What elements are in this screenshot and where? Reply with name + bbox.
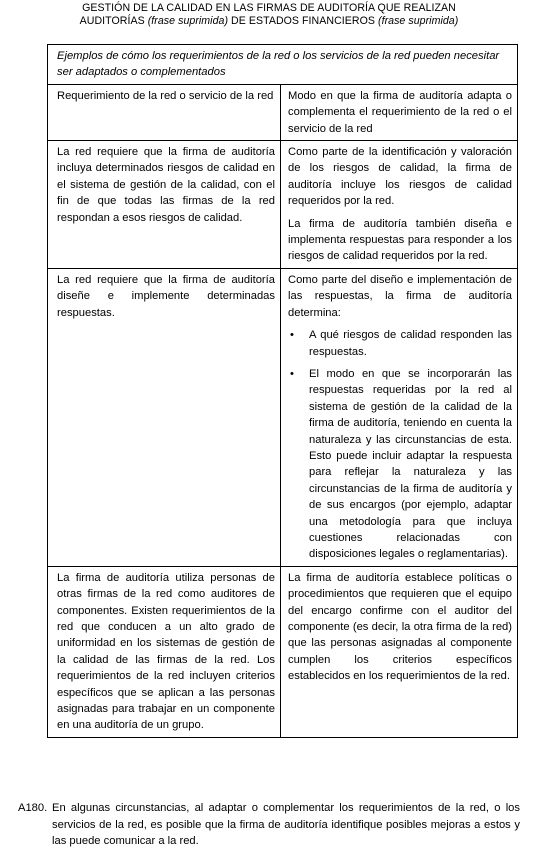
adaptation-bullet-list bbox=[288, 327, 512, 563]
paragraph-a180 bbox=[18, 800, 520, 850]
requirement-cell bbox=[48, 268, 281, 566]
table-header-row bbox=[48, 84, 518, 140]
table-row bbox=[48, 566, 518, 737]
requirement-text: La red requiere que la firma de auditoría incluya determinados riesgos de calidad en el sistema de gestión de la calidad, con el fin de que todas las firmas de la red respondan a esos riesgos de calidad. bbox=[57, 146, 275, 224]
requirement-cell bbox=[48, 566, 281, 737]
network-requirements-table bbox=[47, 44, 518, 738]
header-line-2 bbox=[0, 15, 538, 28]
requirement-cell bbox=[48, 141, 281, 269]
requirement-text: La red requiere que la firma de auditoría diseñe e implemente determinadas respuestas. bbox=[57, 273, 275, 319]
paragraph-number: A180. bbox=[18, 802, 48, 814]
table-caption: Ejemplos de cómo los requerimientos de la red o los servicios de la red pueden necesitar ser adaptados o complementados bbox=[48, 45, 518, 85]
table-row bbox=[48, 141, 518, 269]
header-suppressed-phrase-2: (frase suprimida) bbox=[378, 15, 459, 27]
paragraph-text: En algunas circunstancias, al adaptar o complementar los requerimientos de la red, o los servicios de la red, es posible que la firma de auditoría identifique posibles mejoras a estos y las puede comunicar a la red. bbox=[52, 802, 520, 848]
adaptation-text: La firma de auditoría establece políticas o procedimientos que requieren que el equipo del encargo confirme con el auditor del componente (es decir, la otra firma de la red) que las personas asignadas al componente cumplen los criterios específicos establecidos en los requerimientos de la red. bbox=[288, 571, 513, 683]
adaptation-cell bbox=[281, 141, 518, 269]
column-header-requirement: Requerimiento de la red o servicio de la red bbox=[48, 84, 281, 140]
adaptation-cell bbox=[281, 268, 518, 566]
adaptation-text: Como parte de la identificación y valoración de los riesgos de calidad, la firma de auditoría incluye los riesgos de calidad requeridos por la red. bbox=[288, 146, 513, 208]
adaptation-cell bbox=[281, 566, 518, 737]
header-text-auditorias: AUDITORÍAS bbox=[79, 15, 145, 27]
bullet-item: • El modo en que se incorporarán las respuestas requeridas por la red al sistema de gestión de la calidad de la firma de auditoría, teniendo en cuenta la naturaleza y las circunstancias de esta. Esto puede incluir adaptar la respuesta para reflejar la naturaleza y las circunstancias de la firma de auditoría y de sus encargos (por ejemplo, adaptar una metodología para que incluya cuestiones relacionadas con disposiciones legales o reglamentarias). bbox=[288, 366, 512, 563]
header-suppressed-phrase-1: (frase suprimida) bbox=[147, 15, 229, 27]
adaptation-text: La firma de auditoría también diseña e implementa respuestas para responder a los riesgos de calidad requeridos por la red. bbox=[288, 217, 513, 263]
requirement-text: La firma de auditoría utiliza personas de otras firmas de la red como auditores de componentes. Existen requerimientos de la red que conducen a un alto grado de uniformidad en los sistemas de gestión de la calidad de las firmas de la red. Los requerimientos de la red incluyen criterios específicos que se aplican a las personas asignadas para trabajar en un componente en una auditoría de un grupo. bbox=[57, 571, 275, 732]
page-header bbox=[0, 2, 538, 28]
header-text-estados: DE ESTADOS FINANCIEROS bbox=[231, 15, 375, 27]
header-line-1: GESTIÓN DE LA CALIDAD EN LAS FIRMAS DE AUDITORÍA QUE REALIZAN bbox=[82, 2, 456, 14]
column-header-adaptation: Modo en que la firma de auditoría adapta o complementa el requerimiento de la red o el servicio de la red bbox=[281, 84, 518, 140]
adaptation-text: Como parte del diseño e implementación de las respuestas, la firma de auditoría determina: bbox=[288, 273, 513, 319]
table-row bbox=[48, 268, 518, 566]
table-caption-row bbox=[48, 45, 518, 85]
bullet-item: • A qué riesgos de calidad responden las respuestas. bbox=[288, 327, 512, 360]
